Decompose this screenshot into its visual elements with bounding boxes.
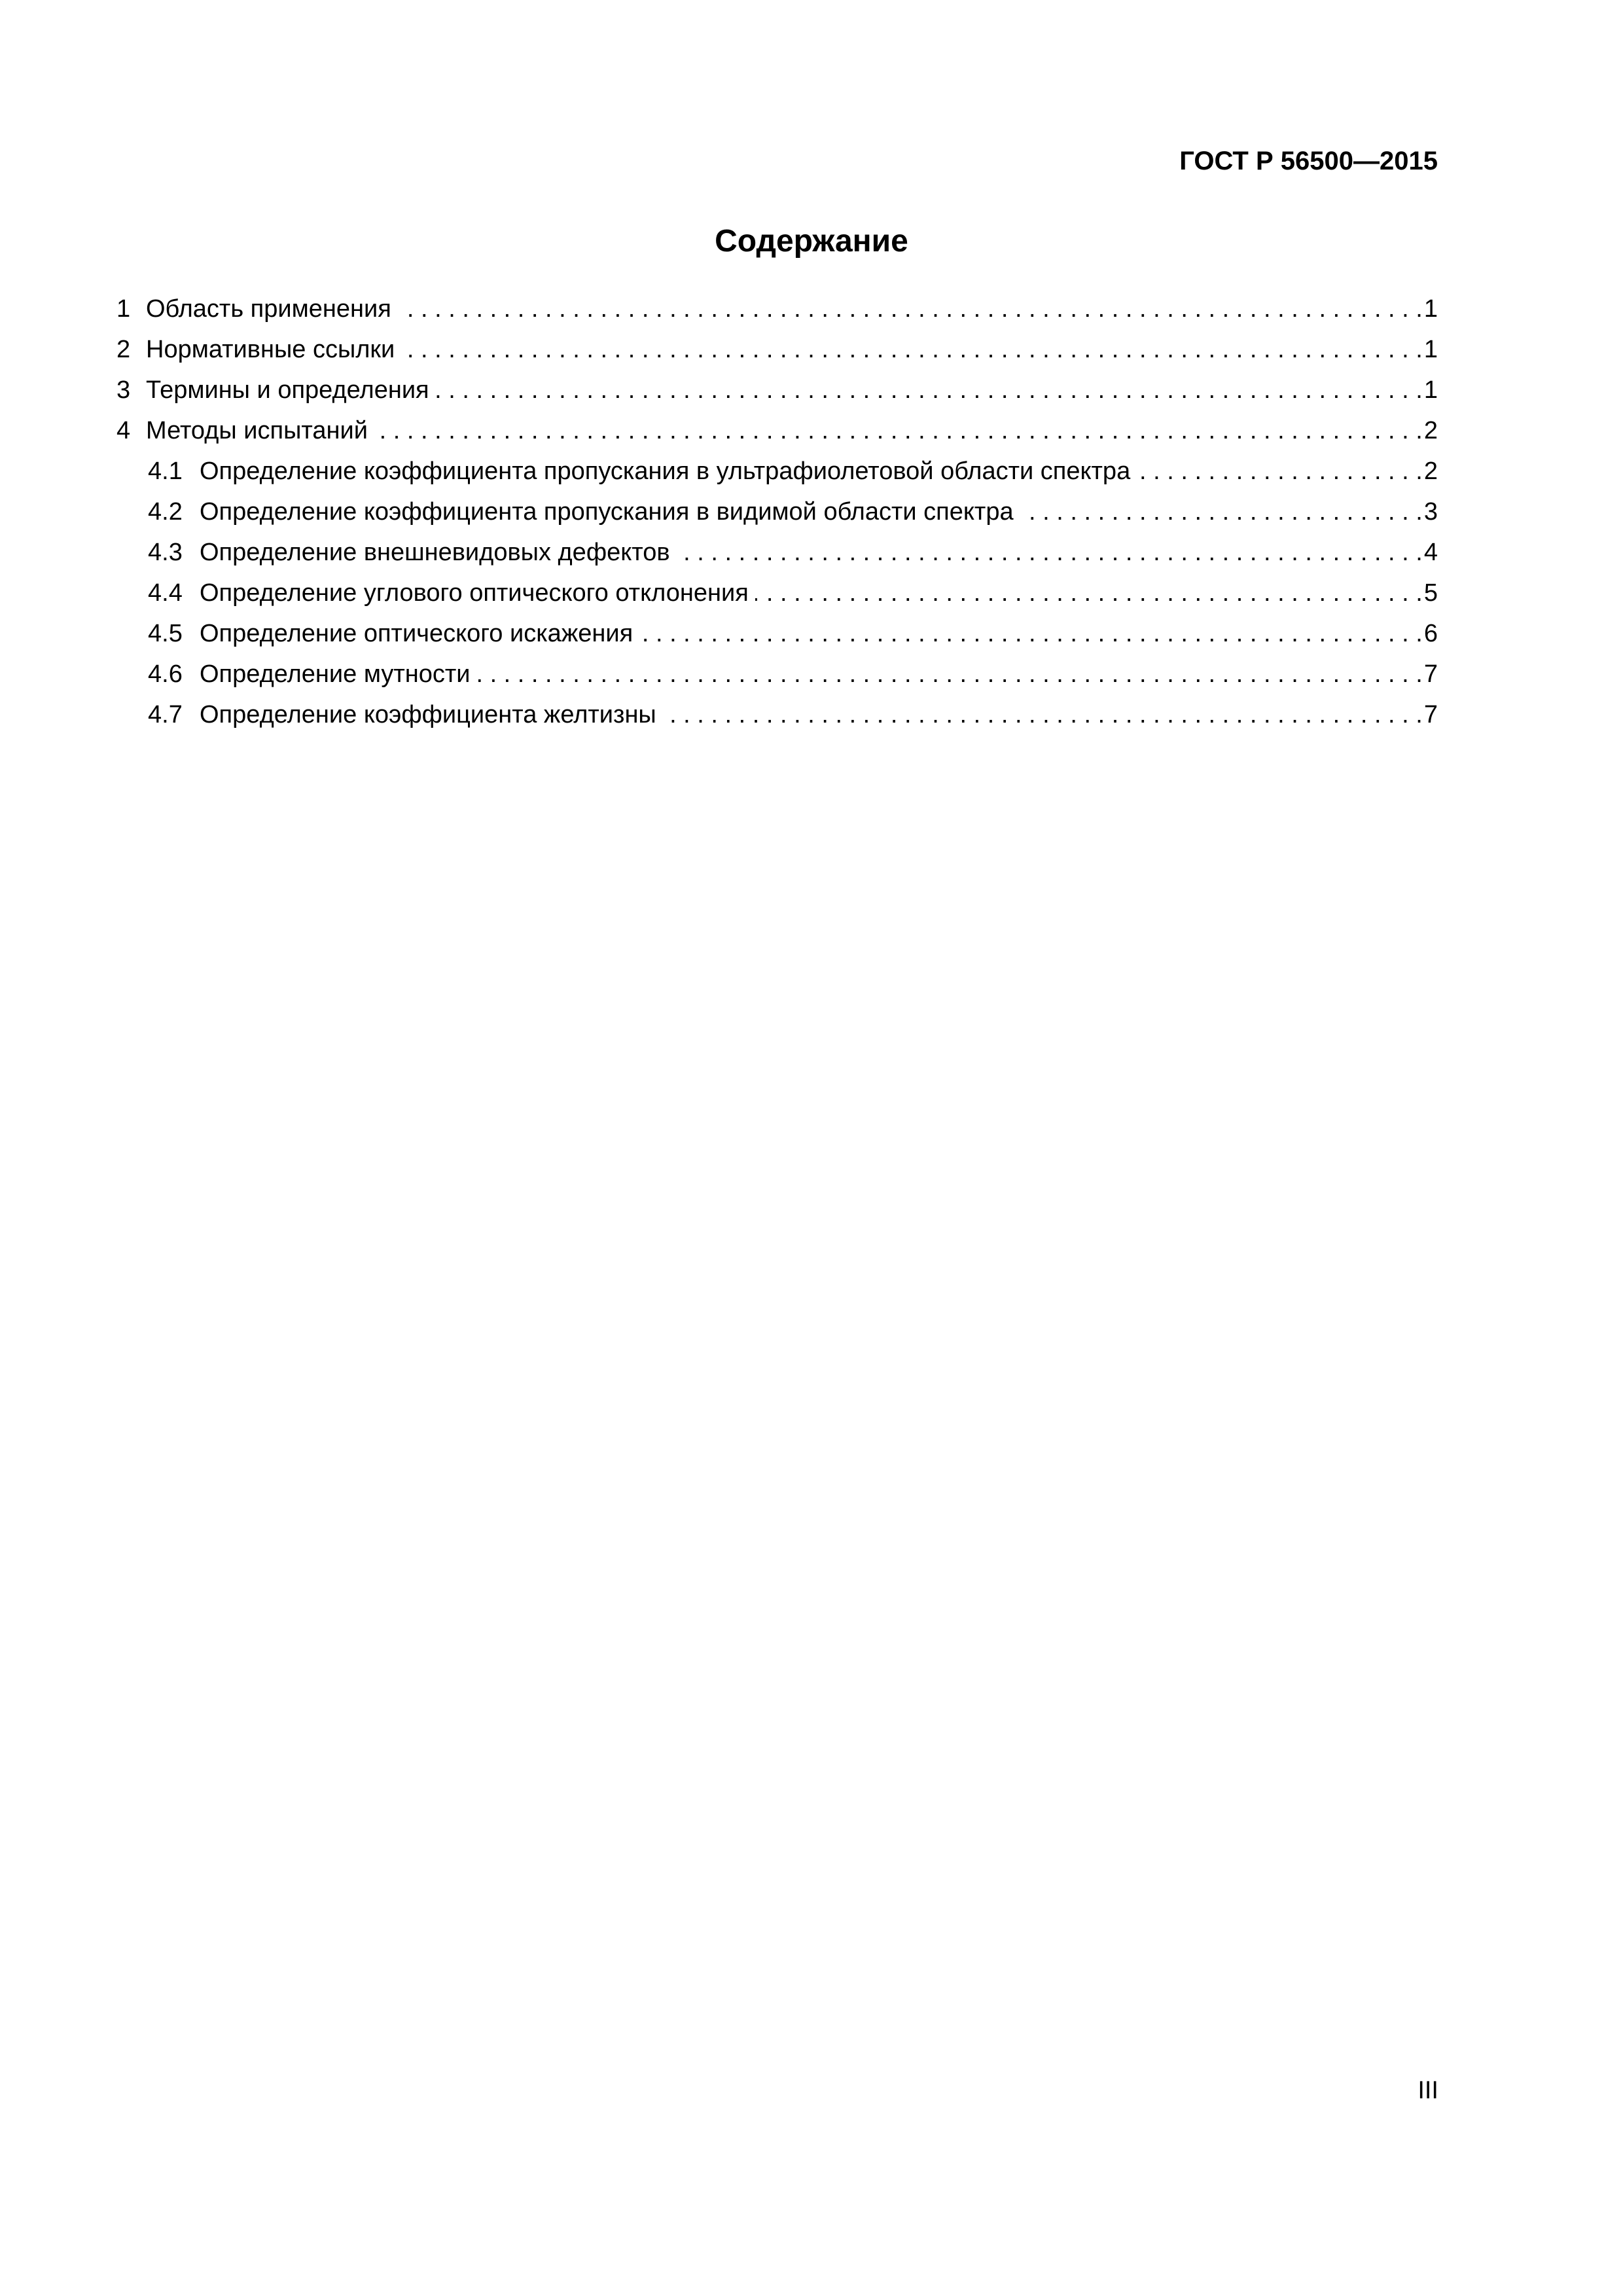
dot-leader (639, 619, 1423, 649)
toc-entry-number: 4.3 (148, 539, 183, 566)
dot-leader (677, 537, 1423, 567)
toc-entry-page: 4 (1423, 539, 1438, 566)
toc-entry-number: 1 (116, 295, 131, 323)
toc-entry-number: 3 (116, 376, 131, 404)
toc-entry-title: Методы испытаний (146, 417, 368, 444)
toc-entry-1[interactable] (116, 294, 1438, 334)
toc-entry-number: 4.2 (148, 498, 183, 526)
toc-entry-page: 7 (1423, 701, 1438, 728)
dot-leader (436, 375, 1423, 405)
toc-entry-4-2[interactable] (116, 497, 1438, 537)
table-of-contents (116, 294, 1438, 740)
toc-entry-3[interactable] (116, 375, 1438, 416)
toc-entry-title: Определение коэффициента пропускания в видимой области спектра (200, 498, 1014, 526)
toc-entry-4-5[interactable] (116, 619, 1438, 659)
toc-entry-page: 1 (1423, 376, 1438, 404)
toc-entry-page: 3 (1423, 498, 1438, 526)
toc-entry-number: 4.6 (148, 660, 183, 688)
toc-title: Содержание (715, 224, 908, 259)
toc-entry-4-7[interactable] (116, 700, 1438, 740)
toc-entry-number: 4.7 (148, 701, 183, 728)
toc-entry-title: Определение оптического искажения (200, 620, 633, 647)
dot-leader (398, 294, 1423, 324)
dot-leader (1137, 456, 1423, 486)
toc-entry-page: 2 (1423, 457, 1438, 485)
toc-entry-4-4[interactable] (116, 578, 1438, 619)
toc-entry-title: Термины и определения (146, 376, 429, 404)
toc-entry-number: 4.4 (148, 579, 183, 607)
toc-entry-page: 2 (1423, 417, 1438, 444)
toc-entry-title: Определение мутности (200, 660, 471, 688)
toc-entry-page: 1 (1423, 295, 1438, 323)
dot-leader (374, 416, 1423, 446)
toc-entry-title: Определение коэффициента желтизны (200, 701, 656, 728)
toc-entry-title: Область применения (146, 295, 391, 323)
dot-leader (755, 578, 1423, 608)
toc-entry-number: 4.5 (148, 620, 183, 647)
toc-entry-4-1[interactable] (116, 456, 1438, 497)
toc-entry-4-3[interactable] (116, 537, 1438, 578)
toc-entry-title: Определение внешневидовых дефектов (200, 539, 670, 566)
dot-leader (401, 334, 1423, 365)
toc-entry-4[interactable] (116, 416, 1438, 456)
dot-leader (1020, 497, 1423, 527)
toc-entry-page: 7 (1423, 660, 1438, 688)
dot-leader (663, 700, 1423, 730)
toc-entry-page: 5 (1423, 579, 1438, 607)
toc-entry-2[interactable] (116, 334, 1438, 375)
toc-entry-title: Нормативные ссылки (146, 336, 395, 363)
toc-entry-4-6[interactable] (116, 659, 1438, 700)
toc-entry-number: 4.1 (148, 457, 183, 485)
toc-entry-number: 4 (116, 417, 131, 444)
toc-entry-page: 1 (1423, 336, 1438, 363)
toc-entry-title: Определение углового оптического отклонения (200, 579, 749, 607)
toc-entry-number: 2 (116, 336, 131, 363)
page-number: III (1418, 2077, 1438, 2104)
toc-entry-title: Определение коэффициента пропускания в ультрафиолетовой области спектра (200, 457, 1131, 485)
toc-entry-page: 6 (1423, 620, 1438, 647)
dot-leader (477, 659, 1423, 689)
document-code: ГОСТ Р 56500—2015 (1179, 147, 1438, 175)
